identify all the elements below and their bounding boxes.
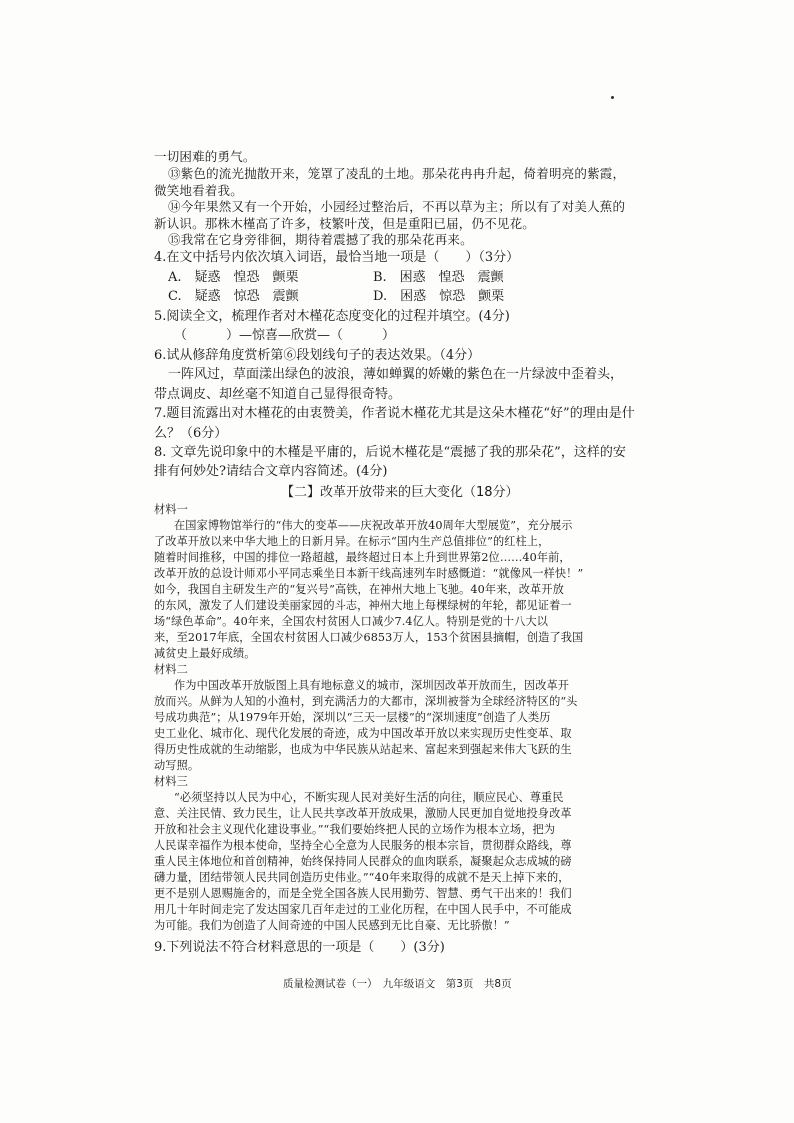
material-1-line: 了改革开放以来中华大地上的日新月异。在标示“国内生产总值排位”的红柱上， (154, 535, 550, 548)
question-5-stem: 5.阅读全文，梳理作者对木槿花态度变化的过程并填空。(4分) (154, 309, 510, 324)
question-4-stem: 4.在文中括号内依次填入词语，最恰当地一项是（ ）（3分） (154, 250, 520, 265)
section-2-title: 【二】改革开放带来的巨大变化（18分） (281, 485, 519, 500)
material-1-line: 在国家博物馆举行的“伟大的变革——庆祝改革开放40周年大型展览”，充分展示 (174, 519, 573, 532)
scan-speck (611, 96, 614, 99)
question-8-stem-cont: 排有何妙处?请结合文章内容简述。(4分) (154, 464, 388, 479)
material-3-line: 为可能。我们为创造了人间奇迹的中国人民感到无比自豪、无比骄傲！” (154, 919, 510, 932)
material-1-line: 场“绿色革命”。40年来，全国农村贫困人口减少7.4亿人。特别是党的十八大以 (154, 615, 549, 628)
question-7-stem-cont: 么？（6分） (154, 426, 228, 441)
material-2-line: 放而兴。从鲜为人知的小渔村，到充满活力的大都市，深圳被誉为全球经济特区的“头 (154, 695, 578, 708)
paragraph-15: ⑮我常在它身旁徘徊，期待着震撼了我的那朵花再来。 (168, 232, 473, 247)
material-1-line: 的东风，激发了人们建设美丽家园的斗志，神州大地上每棵绿树的年轮，都见证着一 (154, 599, 572, 612)
question-6-stem: 6.试从修辞角度赏析第⑥段划线句子的表达效果。（4分） (154, 348, 481, 363)
material-1-line: 随着时间推移，中国的排位一路超越，最终超过日本上升到世界第2位……40年前， (154, 551, 571, 564)
paragraph-14-cont: 新认识。那株木槿高了许多，枝繁叶茂，但是重阳已届，仍不见花。 (154, 216, 536, 231)
material-3-line: 更不是别人恩赐施舍的，而是全党全国各族人民用勤劳、智慧、勇气干出来的！我们 (154, 887, 572, 900)
paragraph-14: ⑭今年果然又有一个开始，小园经过整治后，不再以草为主；所以有了对美人蕉的 (168, 199, 626, 214)
paragraph-13-cont: 微笑地看着我。 (154, 183, 243, 198)
question-5-blank: （ ）—惊喜—欣赏—（ ） (174, 328, 396, 343)
question-7-stem: 7.题目流露出对木槿花的由衷赞美，作者说木槿花尤其是这朵木槿花“好”的理由是什 (154, 406, 635, 421)
passage-line: 一切困难的勇气。 (154, 149, 256, 164)
material-2-line: 得历史性成就的生动缩影，也成为中华民族从站起来、富起来到强起来伟大飞跃的生 (154, 743, 572, 756)
question-4-option-a: A. 疑惑 惶恐 颤栗 (168, 270, 299, 285)
material-3-line: 重人民主体地位和首创精神，始终保持同人民群众的血肉联系，凝聚起众志成城的磅 (154, 855, 572, 868)
material-3-line: “必须坚持以人民为中心，不断实现人民对美好生活的向往，顺应民心、尊重民 (174, 791, 564, 804)
material-2-line: 史工业化、城市化、现代化发展的奇迹，成为中国改革开放以来实现历史性变革、取 (154, 727, 572, 740)
question-4-option-b: B. 困惑 惶恐 震颤 (373, 270, 504, 285)
question-8-stem: 8. 文章先说印象中的木槿是平庸的，后说木槿花是“震撼了我的那朵花”，这样的安 (154, 445, 626, 460)
material-3-line: 礴力量，团结带领人民共同创造历史伟业。”“40年来取得的成就不是天上掉下来的， (154, 871, 570, 884)
material-3-line: 人民谋幸福作为根本使命，坚持全心全意为人民服务的根本宗旨，贯彻群众路线，尊 (154, 839, 572, 852)
material-2-line: 作为中国改革开放版图上具有地标意义的城市，深圳因改革开放而生，因改革开 (174, 679, 570, 692)
material-3-label: 材料三 (154, 775, 188, 788)
question-6-quote-cont: 带点调皮、却丝毫不知道自己显得很奇特。 (154, 387, 402, 402)
question-6-quote: 一阵风过，草面漾出绿色的波浪，薄如蝉翼的娇嫩的紫色在一片绿波中歪着头， (168, 367, 624, 382)
material-3-line: 开放和社会主义现代化建设事业。”“我们要始终把人民的立场作为根本立场，把为 (154, 823, 556, 836)
material-3-line: 用几十年时间走完了发达国家几百年走过的工业化历程，在中国人民手中，不可能成 (154, 903, 572, 916)
material-2-line: 号成功典范”；从1979年开始，深圳以“三天一层楼”的“深圳速度”创造了人类历 (154, 711, 551, 724)
material-1-line: 来，至2017年底，全国农村贫困人口减少6853万人，153个贫困县摘帽，创造了我国 (154, 631, 584, 644)
material-1-line: 如今，我国自主研发生产的“复兴号”高铁，在神州大地上飞驰。40年来，改革开放 (154, 583, 564, 596)
material-1-label: 材料一 (154, 503, 188, 516)
material-1-line: 减贫史上最好成绩。 (154, 647, 256, 660)
material-2-label: 材料二 (154, 663, 188, 676)
question-9-stem: 9.下列说法不符合材料意思的一项是（ ）(3分) (154, 940, 445, 955)
question-4-option-c: C. 疑惑 惊恐 震颤 (168, 289, 299, 304)
material-1-line: 改革开放的总设计师邓小平同志乘坐日本新干线高速列车时感慨道：“就像风一样快！” (154, 567, 584, 580)
page-footer: 质量检测试卷（一） 九年级语文 第3页 共8页 (283, 978, 512, 990)
question-4-option-d: D. 困惑 惊恐 颤栗 (373, 289, 505, 304)
material-2-line: 动写照。 (154, 759, 200, 772)
material-3-line: 意、关注民情、致力民生，让人民共享改革开放成果，激励人民更加自觉地投身改革 (154, 807, 572, 820)
paragraph-13: ⑬紫色的流光抛散开来，笼罩了凌乱的土地。那朵花冉冉升起，倚着明亮的紫霞， (168, 166, 626, 181)
